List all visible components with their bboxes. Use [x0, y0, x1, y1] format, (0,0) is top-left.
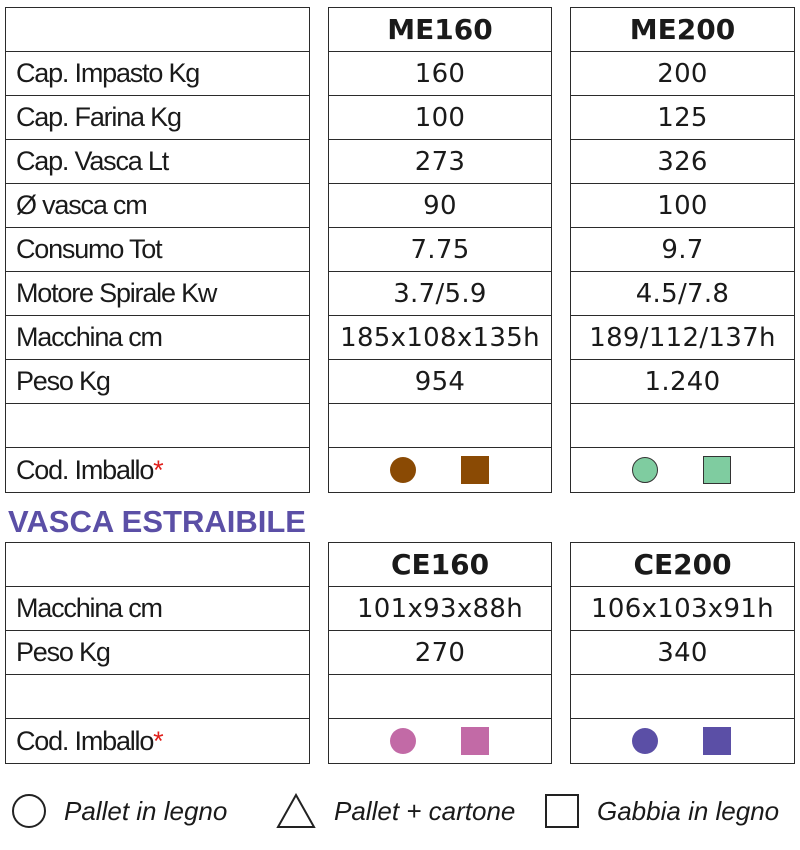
value-cell: 160 — [329, 52, 551, 96]
label-motore-spirale: Motore Spirale Kw — [6, 272, 309, 316]
table2-ce160-column — [328, 542, 552, 764]
legend-square-label: Gabbia in legno — [597, 795, 780, 826]
value-cell: 3.7/5.9 — [329, 272, 551, 316]
value-cell: 125 — [571, 96, 794, 140]
value-cell: 100 — [571, 184, 794, 228]
label-empty-row — [6, 675, 309, 719]
value-cell: 189/112/137h — [571, 316, 794, 360]
filled-circle-icon — [632, 457, 658, 483]
header-me160: ME160 — [329, 8, 551, 52]
table1-label-column — [5, 7, 310, 493]
label-cap-farina: Cap. Farina Kg — [6, 96, 309, 140]
header-ce160: CE160 — [329, 543, 551, 587]
legend-triangle — [276, 786, 515, 836]
value-cell: 101x93x88h — [329, 587, 551, 631]
value-cell: 90 — [329, 184, 551, 228]
label-empty-row — [6, 404, 309, 448]
value-cell-empty — [329, 404, 551, 448]
square-outline-icon — [545, 794, 579, 828]
label-cod-imballo — [6, 448, 309, 492]
header-me200: ME200 — [571, 8, 794, 52]
section-title-vasca-estraibile: VASCA ESTRAIBILE — [8, 504, 306, 539]
cod-imballo-text: Cod. Imballo — [16, 725, 154, 756]
label-peso: Peso Kg — [6, 360, 309, 404]
asterisk-mark: * — [153, 725, 163, 756]
legend-circle-label: Pallet in legno — [64, 795, 228, 826]
header-ce200: CE200 — [571, 543, 794, 587]
table2-ce200-column — [570, 542, 795, 764]
label-macchina: Macchina cm — [6, 587, 309, 631]
filled-square-icon — [703, 456, 731, 484]
cod-imballo-text: Cod. Imballo — [16, 454, 154, 485]
label-cap-impasto: Cap. Impasto Kg — [6, 52, 309, 96]
value-cell: 4.5/7.8 — [571, 272, 794, 316]
value-cell: 954 — [329, 360, 551, 404]
packaging-symbols-ce200 — [571, 719, 794, 763]
label-peso: Peso Kg — [6, 631, 309, 675]
table1-me200-column — [570, 7, 795, 493]
circle-outline-icon — [12, 794, 46, 828]
value-cell-empty — [571, 404, 794, 448]
packaging-symbols-me160 — [329, 448, 551, 492]
filled-square-icon — [703, 727, 731, 755]
value-cell: 340 — [571, 631, 794, 675]
filled-circle-icon — [390, 457, 416, 483]
legend-triangle-label: Pallet + cartone — [334, 795, 516, 826]
value-cell: 7.75 — [329, 228, 551, 272]
value-cell: 270 — [329, 631, 551, 675]
table2-label-column — [5, 542, 310, 764]
table2-label-header — [6, 543, 309, 587]
triangle-outline-icon — [276, 793, 316, 829]
packaging-symbols-ce160 — [329, 719, 551, 763]
value-cell: 326 — [571, 140, 794, 184]
value-cell-empty — [571, 675, 794, 719]
value-cell-empty — [329, 675, 551, 719]
value-cell: 200 — [571, 52, 794, 96]
asterisk-mark: * — [153, 454, 163, 485]
value-cell: 106x103x91h — [571, 587, 794, 631]
legend-circle — [12, 786, 227, 836]
table1-label-header — [6, 8, 309, 52]
label-diametro-vasca: Ø vasca cm — [6, 184, 309, 228]
value-cell: 1.240 — [571, 360, 794, 404]
packaging-symbols-me200 — [571, 448, 794, 492]
label-cap-vasca: Cap. Vasca Lt — [6, 140, 309, 184]
value-cell: 100 — [329, 96, 551, 140]
filled-square-icon — [461, 456, 489, 484]
filled-circle-icon — [390, 728, 416, 754]
label-macchina: Macchina cm — [6, 316, 309, 360]
value-cell: 185x108x135h — [329, 316, 551, 360]
value-cell: 9.7 — [571, 228, 794, 272]
legend-square — [545, 786, 779, 836]
filled-circle-icon — [632, 728, 658, 754]
label-consumo-tot: Consumo Tot — [6, 228, 309, 272]
value-cell: 273 — [329, 140, 551, 184]
table1-me160-column — [328, 7, 552, 493]
filled-square-icon — [461, 727, 489, 755]
label-cod-imballo — [6, 719, 309, 763]
